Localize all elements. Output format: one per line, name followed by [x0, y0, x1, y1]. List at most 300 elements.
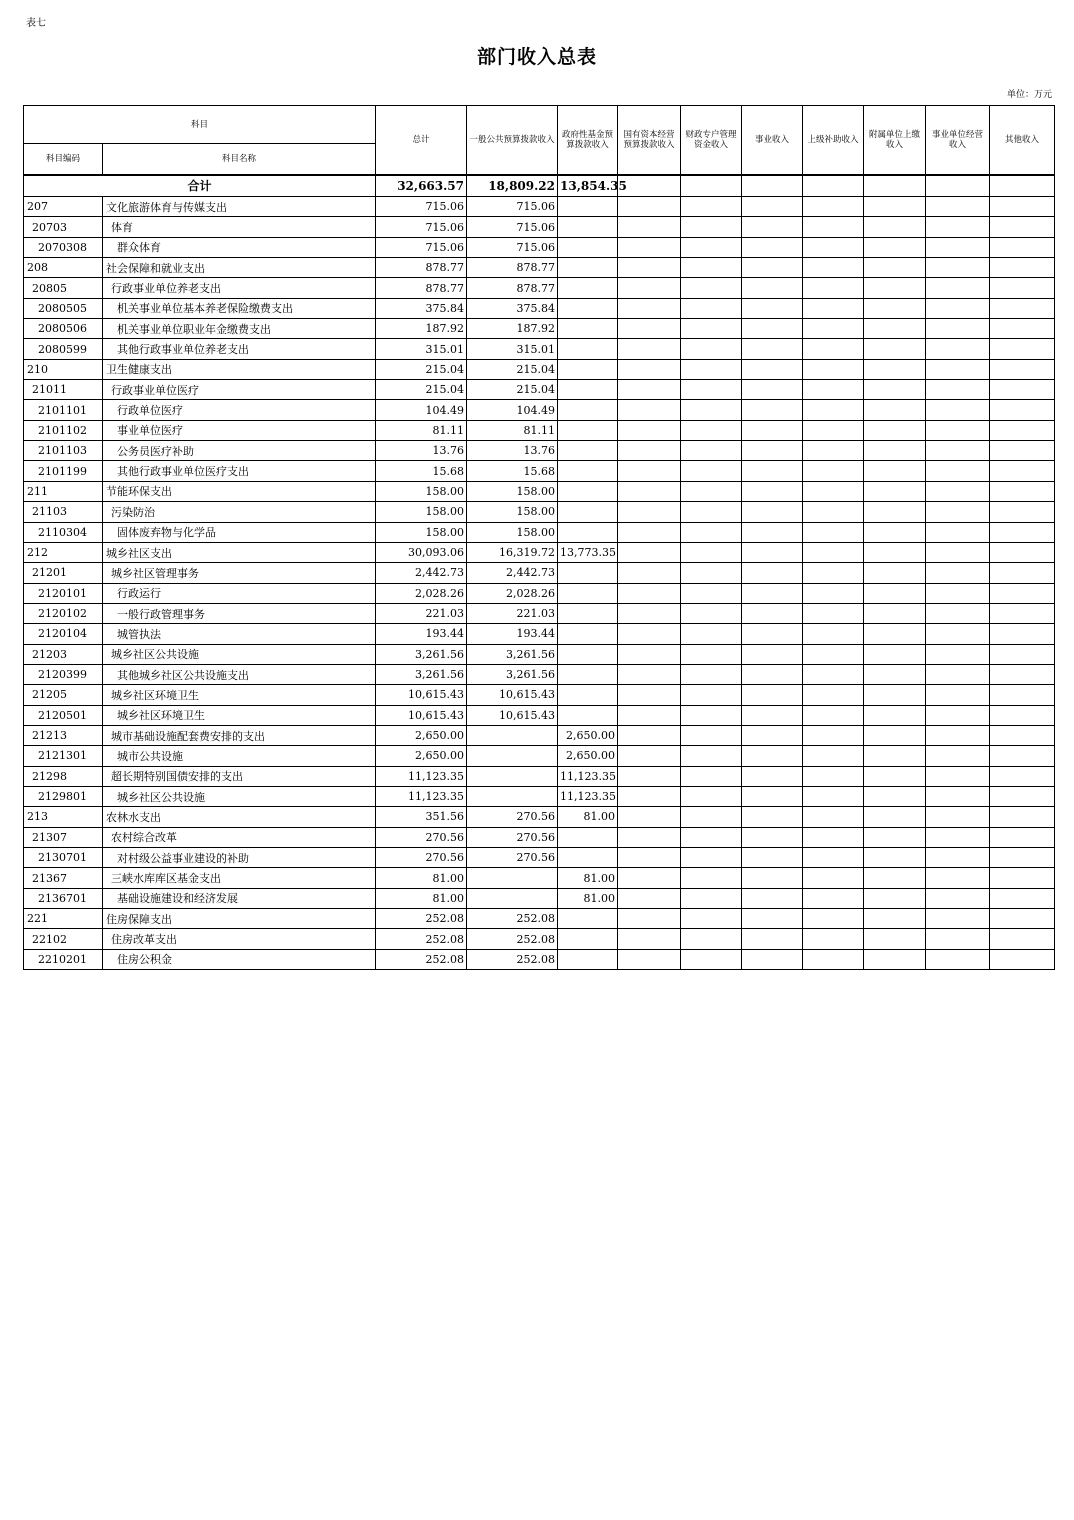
empty-cell [864, 746, 926, 766]
subject-name: 城乡社区支出 [103, 542, 376, 562]
amount-cell: 187.92 [467, 319, 558, 339]
subject-name: 一般行政管理事务 [103, 603, 376, 623]
empty-cell [864, 319, 926, 339]
empty-cell [990, 359, 1055, 379]
table-row [24, 298, 1055, 318]
amount-cell [558, 848, 618, 868]
empty-cell [990, 217, 1055, 237]
amount-cell: 81.11 [467, 420, 558, 440]
header-col-3: 国有资本经营预算拨款收入 [618, 106, 681, 175]
subject-name: 行政单位医疗 [103, 400, 376, 420]
empty-cell [618, 380, 681, 400]
empty-cell [990, 786, 1055, 806]
empty-cell [803, 583, 864, 603]
amount-cell: 878.77 [467, 278, 558, 298]
subject-name: 社会保障和就业支出 [103, 258, 376, 278]
empty-cell [990, 909, 1055, 929]
header-subject-name: 科目名称 [103, 144, 376, 175]
subject-code: 221 [24, 909, 103, 929]
empty-cell [926, 868, 990, 888]
empty-cell [681, 725, 742, 745]
table-row [24, 786, 1055, 806]
empty-cell [618, 339, 681, 359]
empty-cell [618, 644, 681, 664]
subject-code: 2130701 [24, 848, 103, 868]
empty-cell [864, 420, 926, 440]
empty-cell [618, 603, 681, 623]
subject-code: 2129801 [24, 786, 103, 806]
amount-cell: 158.00 [376, 481, 467, 501]
empty-cell [681, 481, 742, 501]
amount-cell: 878.77 [376, 278, 467, 298]
amount-cell [558, 420, 618, 440]
amount-cell: 252.08 [376, 929, 467, 949]
subject-name: 其他城乡社区公共设施支出 [103, 664, 376, 684]
amount-cell [558, 705, 618, 725]
empty-cell [990, 522, 1055, 542]
empty-cell [990, 685, 1055, 705]
empty-cell [742, 461, 803, 481]
header-col-8: 事业单位经营收入 [926, 106, 990, 175]
empty-cell [990, 888, 1055, 908]
subject-code: 21213 [24, 725, 103, 745]
empty-cell [864, 583, 926, 603]
empty-cell [742, 807, 803, 827]
empty-cell [864, 766, 926, 786]
subject-name: 住房保障支出 [103, 909, 376, 929]
amount-cell: 252.08 [467, 949, 558, 969]
empty-cell [681, 624, 742, 644]
subject-code: 21298 [24, 766, 103, 786]
empty-cell [742, 197, 803, 217]
empty-cell [803, 644, 864, 664]
amount-cell: 2,442.73 [376, 563, 467, 583]
table-row [24, 481, 1055, 501]
empty-cell [681, 949, 742, 969]
amount-cell: 252.08 [376, 949, 467, 969]
amount-cell [558, 664, 618, 684]
amount-cell: 3,261.56 [376, 664, 467, 684]
empty-cell [990, 319, 1055, 339]
amount-cell: 104.49 [376, 400, 467, 420]
empty-cell [864, 278, 926, 298]
amount-cell [558, 319, 618, 339]
empty-cell [926, 258, 990, 278]
empty-cell [926, 603, 990, 623]
empty-cell [864, 217, 926, 237]
amount-cell: 187.92 [376, 319, 467, 339]
empty-cell [618, 868, 681, 888]
empty-cell [864, 197, 926, 217]
header-subject: 科目 [24, 106, 376, 144]
empty-cell [864, 339, 926, 359]
amount-cell [558, 359, 618, 379]
empty-cell [681, 278, 742, 298]
subject-code: 208 [24, 258, 103, 278]
empty-cell [926, 197, 990, 217]
empty-cell [864, 237, 926, 257]
empty-cell [742, 481, 803, 501]
empty-cell [681, 766, 742, 786]
empty-cell [681, 929, 742, 949]
amount-cell: 270.56 [376, 848, 467, 868]
subject-code: 211 [24, 481, 103, 501]
empty-cell [864, 380, 926, 400]
amount-cell [467, 786, 558, 806]
amount-cell: 11,123.35 [376, 786, 467, 806]
empty-cell [742, 278, 803, 298]
empty-cell [803, 258, 864, 278]
empty-cell [864, 624, 926, 644]
empty-cell [742, 563, 803, 583]
empty-cell [681, 746, 742, 766]
empty-cell [742, 542, 803, 562]
amount-cell: 158.00 [376, 502, 467, 522]
table-row [24, 380, 1055, 400]
empty-cell [681, 298, 742, 318]
empty-cell [618, 766, 681, 786]
empty-cell [926, 705, 990, 725]
empty-cell [742, 848, 803, 868]
empty-cell [681, 644, 742, 664]
subject-name: 卫生健康支出 [103, 359, 376, 379]
amount-cell: 878.77 [376, 258, 467, 278]
amount-cell: 81.00 [558, 807, 618, 827]
table-row [24, 319, 1055, 339]
empty-cell [990, 868, 1055, 888]
amount-cell: 221.03 [376, 603, 467, 623]
empty-cell [990, 603, 1055, 623]
empty-cell [742, 746, 803, 766]
table-row [24, 197, 1055, 217]
empty-cell [618, 848, 681, 868]
amount-cell [558, 603, 618, 623]
amount-cell: 252.08 [467, 929, 558, 949]
amount-cell [558, 502, 618, 522]
subject-code: 2120101 [24, 583, 103, 603]
subject-code: 21201 [24, 563, 103, 583]
empty-cell [926, 624, 990, 644]
empty-cell [990, 644, 1055, 664]
empty-cell [742, 766, 803, 786]
total-label: 合计 [24, 175, 376, 197]
empty-cell [990, 725, 1055, 745]
empty-cell [618, 461, 681, 481]
subject-name: 固体废弃物与化学品 [103, 522, 376, 542]
amount-cell: 13.76 [467, 441, 558, 461]
empty-cell [990, 258, 1055, 278]
amount-cell [558, 339, 618, 359]
amount-cell: 252.08 [376, 909, 467, 929]
empty-cell [681, 217, 742, 237]
subject-code: 2101101 [24, 400, 103, 420]
empty-cell [926, 664, 990, 684]
empty-cell [990, 175, 1055, 197]
table-row [24, 746, 1055, 766]
empty-cell [742, 725, 803, 745]
subject-name: 行政事业单位养老支出 [103, 278, 376, 298]
amount-cell: 351.56 [376, 807, 467, 827]
amount-cell [558, 380, 618, 400]
amount-cell: 10,615.43 [467, 685, 558, 705]
subject-name: 三峡水库库区基金支出 [103, 868, 376, 888]
amount-cell: 158.00 [467, 502, 558, 522]
empty-cell [681, 705, 742, 725]
table-row [24, 522, 1055, 542]
subject-name: 住房改革支出 [103, 929, 376, 949]
subject-name: 机关事业单位职业年金缴费支出 [103, 319, 376, 339]
amount-cell [467, 766, 558, 786]
table-row [24, 339, 1055, 359]
empty-cell [864, 685, 926, 705]
empty-cell [803, 502, 864, 522]
empty-cell [926, 766, 990, 786]
subject-name: 对村级公益事业建设的补助 [103, 848, 376, 868]
amount-cell: 715.06 [376, 217, 467, 237]
empty-cell [926, 237, 990, 257]
empty-cell [803, 705, 864, 725]
subject-code: 2120399 [24, 664, 103, 684]
empty-cell [990, 848, 1055, 868]
empty-cell [618, 685, 681, 705]
table-row [24, 888, 1055, 908]
empty-cell [742, 420, 803, 440]
subject-name: 城乡社区环境卫生 [103, 685, 376, 705]
amount-cell [558, 949, 618, 969]
empty-cell [803, 522, 864, 542]
empty-cell [864, 481, 926, 501]
subject-code: 2101199 [24, 461, 103, 481]
empty-cell [742, 786, 803, 806]
empty-cell [618, 725, 681, 745]
table-row [24, 848, 1055, 868]
header-col-4: 财政专户管理资金收入 [681, 106, 742, 175]
amount-cell: 158.00 [376, 522, 467, 542]
total-value: 13,854.35 [558, 175, 618, 197]
empty-cell [864, 725, 926, 745]
empty-cell [618, 278, 681, 298]
empty-cell [864, 175, 926, 197]
empty-cell [618, 502, 681, 522]
empty-cell [681, 522, 742, 542]
empty-cell [618, 542, 681, 562]
subject-name: 行政运行 [103, 583, 376, 603]
empty-cell [803, 359, 864, 379]
amount-cell: 81.00 [558, 868, 618, 888]
empty-cell [681, 359, 742, 379]
subject-code: 2101103 [24, 441, 103, 461]
amount-cell: 215.04 [376, 380, 467, 400]
subject-name: 公务员医疗补助 [103, 441, 376, 461]
empty-cell [742, 705, 803, 725]
empty-cell [742, 441, 803, 461]
empty-cell [990, 481, 1055, 501]
empty-cell [803, 197, 864, 217]
empty-cell [618, 522, 681, 542]
amount-cell [558, 624, 618, 644]
empty-cell [990, 929, 1055, 949]
header-col-2: 政府性基金预算拨款收入 [558, 106, 618, 175]
amount-cell: 2,028.26 [376, 583, 467, 603]
unit-label: 单位：万元 [1006, 90, 1052, 100]
empty-cell [926, 217, 990, 237]
subject-name: 体育 [103, 217, 376, 237]
empty-cell [742, 339, 803, 359]
empty-cell [926, 400, 990, 420]
subject-name: 文化旅游体育与传媒支出 [103, 197, 376, 217]
empty-cell [926, 746, 990, 766]
table-row [24, 441, 1055, 461]
empty-cell [926, 359, 990, 379]
empty-cell [803, 746, 864, 766]
empty-cell [926, 909, 990, 929]
empty-cell [926, 888, 990, 908]
amount-cell: 158.00 [467, 522, 558, 542]
empty-cell [990, 949, 1055, 969]
empty-cell [742, 400, 803, 420]
amount-cell: 215.04 [376, 359, 467, 379]
empty-cell [926, 848, 990, 868]
subject-code: 2110304 [24, 522, 103, 542]
amount-cell: 10,615.43 [376, 705, 467, 725]
empty-cell [618, 319, 681, 339]
empty-cell [742, 624, 803, 644]
empty-cell [742, 949, 803, 969]
empty-cell [990, 664, 1055, 684]
empty-cell [803, 909, 864, 929]
subject-name: 群众体育 [103, 237, 376, 257]
empty-cell [926, 644, 990, 664]
empty-cell [864, 603, 926, 623]
table-row [24, 868, 1055, 888]
amount-cell: 2,650.00 [376, 725, 467, 745]
empty-cell [803, 827, 864, 847]
subject-code: 2080505 [24, 298, 103, 318]
empty-cell [742, 888, 803, 908]
empty-cell [864, 502, 926, 522]
empty-cell [926, 380, 990, 400]
subject-name: 住房公积金 [103, 949, 376, 969]
empty-cell [618, 298, 681, 318]
empty-cell [681, 400, 742, 420]
empty-cell [926, 481, 990, 501]
header-col-7: 附属单位上缴收入 [864, 106, 926, 175]
subject-code: 212 [24, 542, 103, 562]
empty-cell [742, 644, 803, 664]
table-row [24, 949, 1055, 969]
empty-cell [742, 298, 803, 318]
empty-cell [926, 461, 990, 481]
amount-cell: 158.00 [467, 481, 558, 501]
empty-cell [990, 237, 1055, 257]
empty-cell [618, 827, 681, 847]
empty-cell [990, 420, 1055, 440]
subject-name: 行政事业单位医疗 [103, 380, 376, 400]
empty-cell [803, 603, 864, 623]
empty-cell [864, 258, 926, 278]
table-row [24, 359, 1055, 379]
empty-cell [926, 522, 990, 542]
empty-cell [926, 420, 990, 440]
table-tag: 表七 [26, 18, 46, 29]
table-row [24, 766, 1055, 786]
empty-cell [681, 420, 742, 440]
empty-cell [990, 461, 1055, 481]
empty-cell [990, 278, 1055, 298]
table-row [24, 400, 1055, 420]
amount-cell: 715.06 [467, 237, 558, 257]
empty-cell [864, 441, 926, 461]
empty-cell [926, 949, 990, 969]
amount-cell [558, 278, 618, 298]
subject-code: 213 [24, 807, 103, 827]
amount-cell: 11,123.35 [558, 766, 618, 786]
empty-cell [681, 258, 742, 278]
table-row [24, 237, 1055, 257]
empty-cell [926, 807, 990, 827]
subject-name: 城市公共设施 [103, 746, 376, 766]
amount-cell [558, 217, 618, 237]
empty-cell [803, 766, 864, 786]
subject-code: 210 [24, 359, 103, 379]
subject-name: 机关事业单位基本养老保险缴费支出 [103, 298, 376, 318]
empty-cell [681, 237, 742, 257]
empty-cell [618, 909, 681, 929]
subject-name: 城乡社区管理事务 [103, 563, 376, 583]
amount-cell: 81.11 [376, 420, 467, 440]
empty-cell [618, 217, 681, 237]
amount-cell: 715.06 [467, 197, 558, 217]
empty-cell [803, 217, 864, 237]
empty-cell [864, 298, 926, 318]
empty-cell [803, 319, 864, 339]
empty-cell [990, 705, 1055, 725]
amount-cell [467, 868, 558, 888]
empty-cell [803, 339, 864, 359]
empty-cell [926, 319, 990, 339]
subject-name: 城乡社区公共设施 [103, 644, 376, 664]
amount-cell: 3,261.56 [467, 644, 558, 664]
empty-cell [926, 298, 990, 318]
subject-name: 节能环保支出 [103, 481, 376, 501]
empty-cell [618, 746, 681, 766]
subject-code: 2120104 [24, 624, 103, 644]
amount-cell: 104.49 [467, 400, 558, 420]
table-row [24, 563, 1055, 583]
subject-code: 2136701 [24, 888, 103, 908]
amount-cell: 270.56 [467, 827, 558, 847]
empty-cell [742, 522, 803, 542]
empty-cell [803, 563, 864, 583]
empty-cell [990, 807, 1055, 827]
empty-cell [864, 786, 926, 806]
empty-cell [681, 909, 742, 929]
table-row [24, 217, 1055, 237]
income-table [23, 105, 1055, 970]
empty-cell [742, 502, 803, 522]
amount-cell: 2,650.00 [558, 725, 618, 745]
amount-cell: 30,093.06 [376, 542, 467, 562]
empty-cell [990, 441, 1055, 461]
empty-cell [803, 868, 864, 888]
amount-cell [558, 685, 618, 705]
subject-code: 2101102 [24, 420, 103, 440]
empty-cell [618, 807, 681, 827]
empty-cell [681, 888, 742, 908]
table-row [24, 461, 1055, 481]
empty-cell [926, 827, 990, 847]
empty-cell [681, 441, 742, 461]
